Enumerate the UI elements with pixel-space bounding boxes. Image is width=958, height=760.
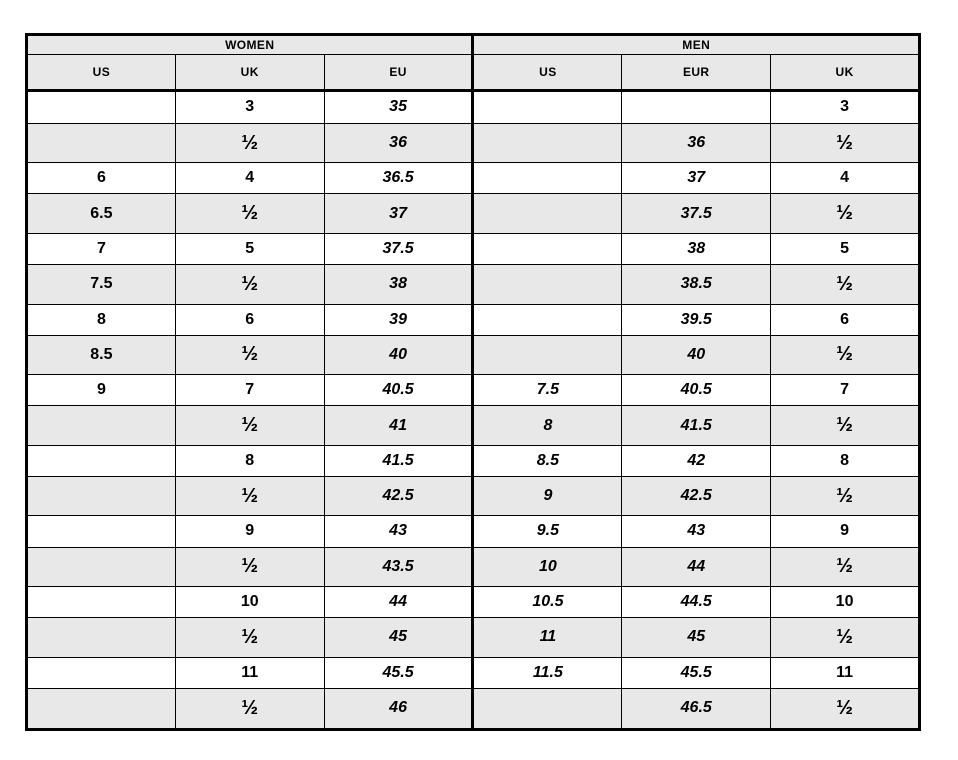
- cell-women-uk: ½: [175, 265, 324, 304]
- cell-men-eur: 38: [622, 233, 771, 264]
- table-row: [27, 445, 920, 476]
- cell-women-uk: ½: [175, 476, 324, 515]
- cell-women-eu: 41.5: [324, 445, 473, 476]
- cell-women-uk: 9: [175, 516, 324, 547]
- cell-women-eu: 43.5: [324, 547, 473, 586]
- cell-men-uk: 10: [771, 587, 920, 618]
- cell-women-uk: ½: [175, 194, 324, 233]
- cell-women-uk: 4: [175, 163, 324, 194]
- cell-women-us: [27, 406, 176, 445]
- cell-men-eur: 39.5: [622, 304, 771, 335]
- cell-men-us: 10: [473, 547, 622, 586]
- cell-men-eur: 40.5: [622, 375, 771, 406]
- cell-men-eur: 45: [622, 618, 771, 657]
- cell-men-uk: ½: [771, 406, 920, 445]
- cell-men-us: 9: [473, 476, 622, 515]
- cell-women-eu: 44: [324, 587, 473, 618]
- women-eu-column-header: EU: [324, 55, 473, 91]
- cell-women-eu: 42.5: [324, 476, 473, 515]
- cell-men-us: [473, 194, 622, 233]
- table-row: [27, 304, 920, 335]
- table-row: [27, 233, 920, 264]
- cell-women-eu: 43: [324, 516, 473, 547]
- cell-men-us: 9.5: [473, 516, 622, 547]
- cell-men-uk: ½: [771, 688, 920, 729]
- women-uk-column-header: UK: [175, 55, 324, 91]
- table-row: [27, 587, 920, 618]
- table-row: [27, 375, 920, 406]
- cell-men-uk: ½: [771, 547, 920, 586]
- cell-men-uk: 4: [771, 163, 920, 194]
- table-row: [27, 618, 920, 657]
- cell-women-us: [27, 91, 176, 124]
- cell-women-eu: 45.5: [324, 657, 473, 688]
- cell-women-uk: ½: [175, 688, 324, 729]
- cell-men-uk: ½: [771, 123, 920, 162]
- cell-men-us: [473, 335, 622, 374]
- cell-women-us: [27, 587, 176, 618]
- cell-women-eu: 40: [324, 335, 473, 374]
- cell-men-uk: 3: [771, 91, 920, 124]
- cell-men-uk: 7: [771, 375, 920, 406]
- cell-women-us: [27, 688, 176, 729]
- cell-men-eur: 37: [622, 163, 771, 194]
- cell-men-uk: 5: [771, 233, 920, 264]
- cell-women-eu: 40.5: [324, 375, 473, 406]
- table-row: [27, 335, 920, 374]
- cell-men-uk: ½: [771, 265, 920, 304]
- column-header-row: [27, 55, 920, 91]
- cell-men-eur: 36: [622, 123, 771, 162]
- cell-women-eu: 37: [324, 194, 473, 233]
- men-eur-column-header: EUR: [622, 55, 771, 91]
- table-row: [27, 657, 920, 688]
- cell-men-eur: 40: [622, 335, 771, 374]
- cell-men-eur: 41.5: [622, 406, 771, 445]
- cell-men-us: [473, 265, 622, 304]
- cell-women-us: [27, 445, 176, 476]
- cell-women-uk: 10: [175, 587, 324, 618]
- cell-men-eur: 46.5: [622, 688, 771, 729]
- cell-men-us: 10.5: [473, 587, 622, 618]
- cell-women-us: [27, 123, 176, 162]
- men-us-column-header: US: [473, 55, 622, 91]
- cell-men-us: [473, 91, 622, 124]
- table-row: [27, 265, 920, 304]
- cell-women-us: 9: [27, 375, 176, 406]
- cell-women-us: [27, 618, 176, 657]
- cell-women-uk: ½: [175, 618, 324, 657]
- men-section-header: MEN: [473, 35, 920, 55]
- cell-men-uk: 6: [771, 304, 920, 335]
- table-body: [27, 91, 920, 730]
- cell-women-us: [27, 657, 176, 688]
- cell-men-uk: 9: [771, 516, 920, 547]
- cell-women-uk: 5: [175, 233, 324, 264]
- women-us-column-header: US: [27, 55, 176, 91]
- cell-men-us: 8: [473, 406, 622, 445]
- cell-women-eu: 36.5: [324, 163, 473, 194]
- cell-women-eu: 45: [324, 618, 473, 657]
- cell-men-uk: 8: [771, 445, 920, 476]
- cell-women-eu: 38: [324, 265, 473, 304]
- cell-women-uk: ½: [175, 123, 324, 162]
- table-row: [27, 688, 920, 729]
- cell-women-us: [27, 547, 176, 586]
- table-row: [27, 476, 920, 515]
- cell-women-eu: 39: [324, 304, 473, 335]
- section-header-row: [27, 35, 920, 55]
- cell-women-uk: 7: [175, 375, 324, 406]
- men-uk-column-header: UK: [771, 55, 920, 91]
- cell-men-eur: 45.5: [622, 657, 771, 688]
- cell-men-us: [473, 304, 622, 335]
- cell-women-us: 7: [27, 233, 176, 264]
- cell-women-us: 6: [27, 163, 176, 194]
- size-conversion-table: [25, 33, 921, 731]
- cell-men-us: 8.5: [473, 445, 622, 476]
- cell-men-eur: 37.5: [622, 194, 771, 233]
- cell-women-us: [27, 516, 176, 547]
- cell-men-uk: ½: [771, 476, 920, 515]
- table-header: [27, 35, 920, 91]
- table-row: [27, 547, 920, 586]
- cell-men-us: [473, 688, 622, 729]
- cell-men-eur: 44: [622, 547, 771, 586]
- cell-men-eur: 38.5: [622, 265, 771, 304]
- cell-men-eur: [622, 91, 771, 124]
- cell-men-uk: ½: [771, 618, 920, 657]
- cell-men-eur: 43: [622, 516, 771, 547]
- cell-men-uk: ½: [771, 335, 920, 374]
- cell-women-us: 8.5: [27, 335, 176, 374]
- cell-women-uk: 6: [175, 304, 324, 335]
- cell-women-us: [27, 476, 176, 515]
- cell-women-eu: 46: [324, 688, 473, 729]
- cell-men-eur: 42.5: [622, 476, 771, 515]
- cell-women-uk: 11: [175, 657, 324, 688]
- table-row: [27, 163, 920, 194]
- cell-women-eu: 37.5: [324, 233, 473, 264]
- cell-men-uk: 11: [771, 657, 920, 688]
- cell-men-us: 11.5: [473, 657, 622, 688]
- cell-men-us: 7.5: [473, 375, 622, 406]
- cell-women-us: 6.5: [27, 194, 176, 233]
- cell-men-us: [473, 163, 622, 194]
- cell-women-uk: ½: [175, 547, 324, 586]
- cell-women-uk: ½: [175, 335, 324, 374]
- table-row: [27, 194, 920, 233]
- cell-men-eur: 44.5: [622, 587, 771, 618]
- cell-women-uk: 3: [175, 91, 324, 124]
- women-section-header: WOMEN: [27, 35, 473, 55]
- cell-men-us: [473, 233, 622, 264]
- cell-men-us: 11: [473, 618, 622, 657]
- cell-women-us: 8: [27, 304, 176, 335]
- cell-women-eu: 36: [324, 123, 473, 162]
- cell-women-us: 7.5: [27, 265, 176, 304]
- cell-men-us: [473, 123, 622, 162]
- table-row: [27, 516, 920, 547]
- cell-women-uk: ½: [175, 406, 324, 445]
- table-row: [27, 406, 920, 445]
- table-row: [27, 123, 920, 162]
- cell-women-eu: 41: [324, 406, 473, 445]
- cell-men-eur: 42: [622, 445, 771, 476]
- cell-women-eu: 35: [324, 91, 473, 124]
- cell-women-uk: 8: [175, 445, 324, 476]
- cell-men-uk: ½: [771, 194, 920, 233]
- table-row: [27, 91, 920, 124]
